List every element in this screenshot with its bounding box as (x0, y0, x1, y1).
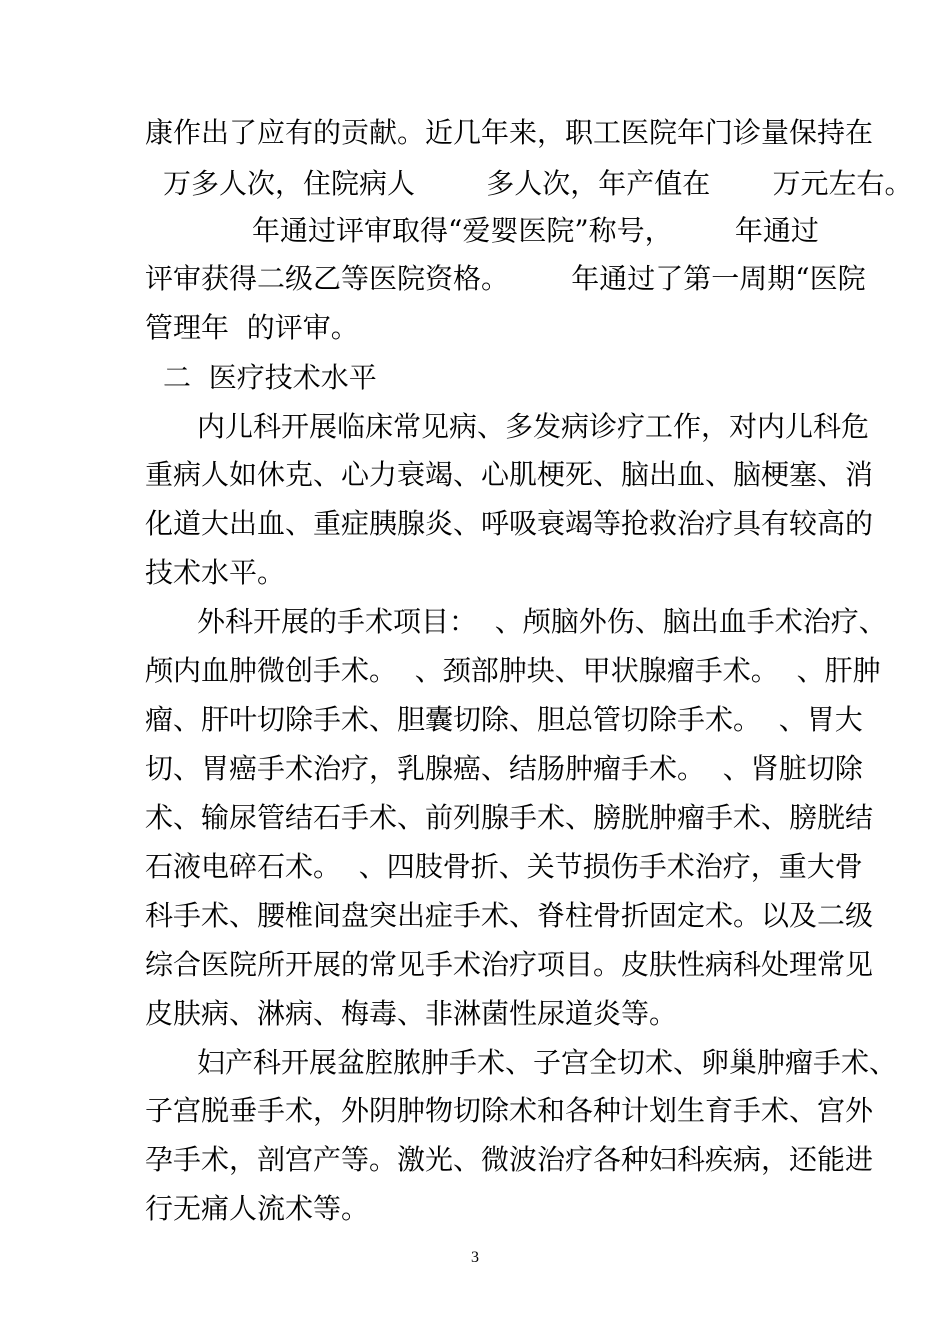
text-line: 切、胃癌手术治疗，乳腺癌、结肠肿瘤手术。 、肾脏切除 (145, 752, 863, 785)
text-line: 管理年 的评审。 (145, 311, 359, 344)
text-line: 颅内血肿微创手术。 、颈部肿块、甲状腺瘤手术。 、肝肿 (145, 654, 881, 687)
text-line: 孕手术，剖宫产等。激光、微波治疗各种妇科疾病，还能进 (145, 1143, 874, 1176)
text-line: 康作出了应有的贡献。近几年来，职工医院年门诊量保持在 (145, 116, 874, 149)
text-line: 石液电碎石术。 、四肢骨折、关节损伤手术治疗，重大骨 (145, 850, 863, 883)
text-line: 综合医院所开展的常见手术治疗项目。皮肤性病科处理常见 (145, 948, 874, 981)
text-line: 化道大出血、重症胰腺炎、呼吸衰竭等抢救治疗具有较高的 (145, 507, 874, 540)
text-line: 皮肤病、淋病、梅毒、非淋菌性尿道炎等。 (145, 997, 678, 1030)
section-heading: 二 医疗技术水平 (163, 361, 377, 394)
page-number: 3 (471, 1249, 479, 1266)
text-line: 术、输尿管结石手术、前列腺手术、膀胱肿瘤手术、膀胱结 (145, 801, 874, 834)
text-line: 瘤、肝叶切除手术、胆囊切除、胆总管切除手术。 、胃大 (145, 703, 863, 736)
text-line: 万多人次，住院病人 多人次，年产值在 万元左右。 (163, 167, 913, 200)
text-line: 重病人如休克、心力衰竭、心肌梗死、脑出血、脑梗塞、消 (145, 458, 874, 491)
text-line: 子宫脱垂手术，外阴肿物切除术和各种计划生育手术、宫外 (145, 1094, 874, 1127)
text-line: 技术水平。 (145, 556, 286, 589)
text-line: 评审获得二级乙等医院资格。 年通过了第一周期“医院 (145, 262, 866, 295)
text-line: 科手术、腰椎间盘突出症手术、脊柱骨折固定术。以及二级 (145, 899, 874, 932)
text-line: 行无痛人流术等。 (145, 1192, 370, 1225)
text-line: 外科开展的手术项目： 、颅脑外伤、脑出血手术治疗、 (197, 605, 887, 638)
text-line: 内儿科开展临床常见病、多发病诊疗工作，对内儿科危 (197, 410, 870, 443)
text-line: 年通过评审取得“爱婴医院”称号， 年通过 (252, 214, 819, 247)
text-line: 妇产科开展盆腔脓肿手术、子宫全切术、卵巢肿瘤手术、 (197, 1046, 898, 1079)
